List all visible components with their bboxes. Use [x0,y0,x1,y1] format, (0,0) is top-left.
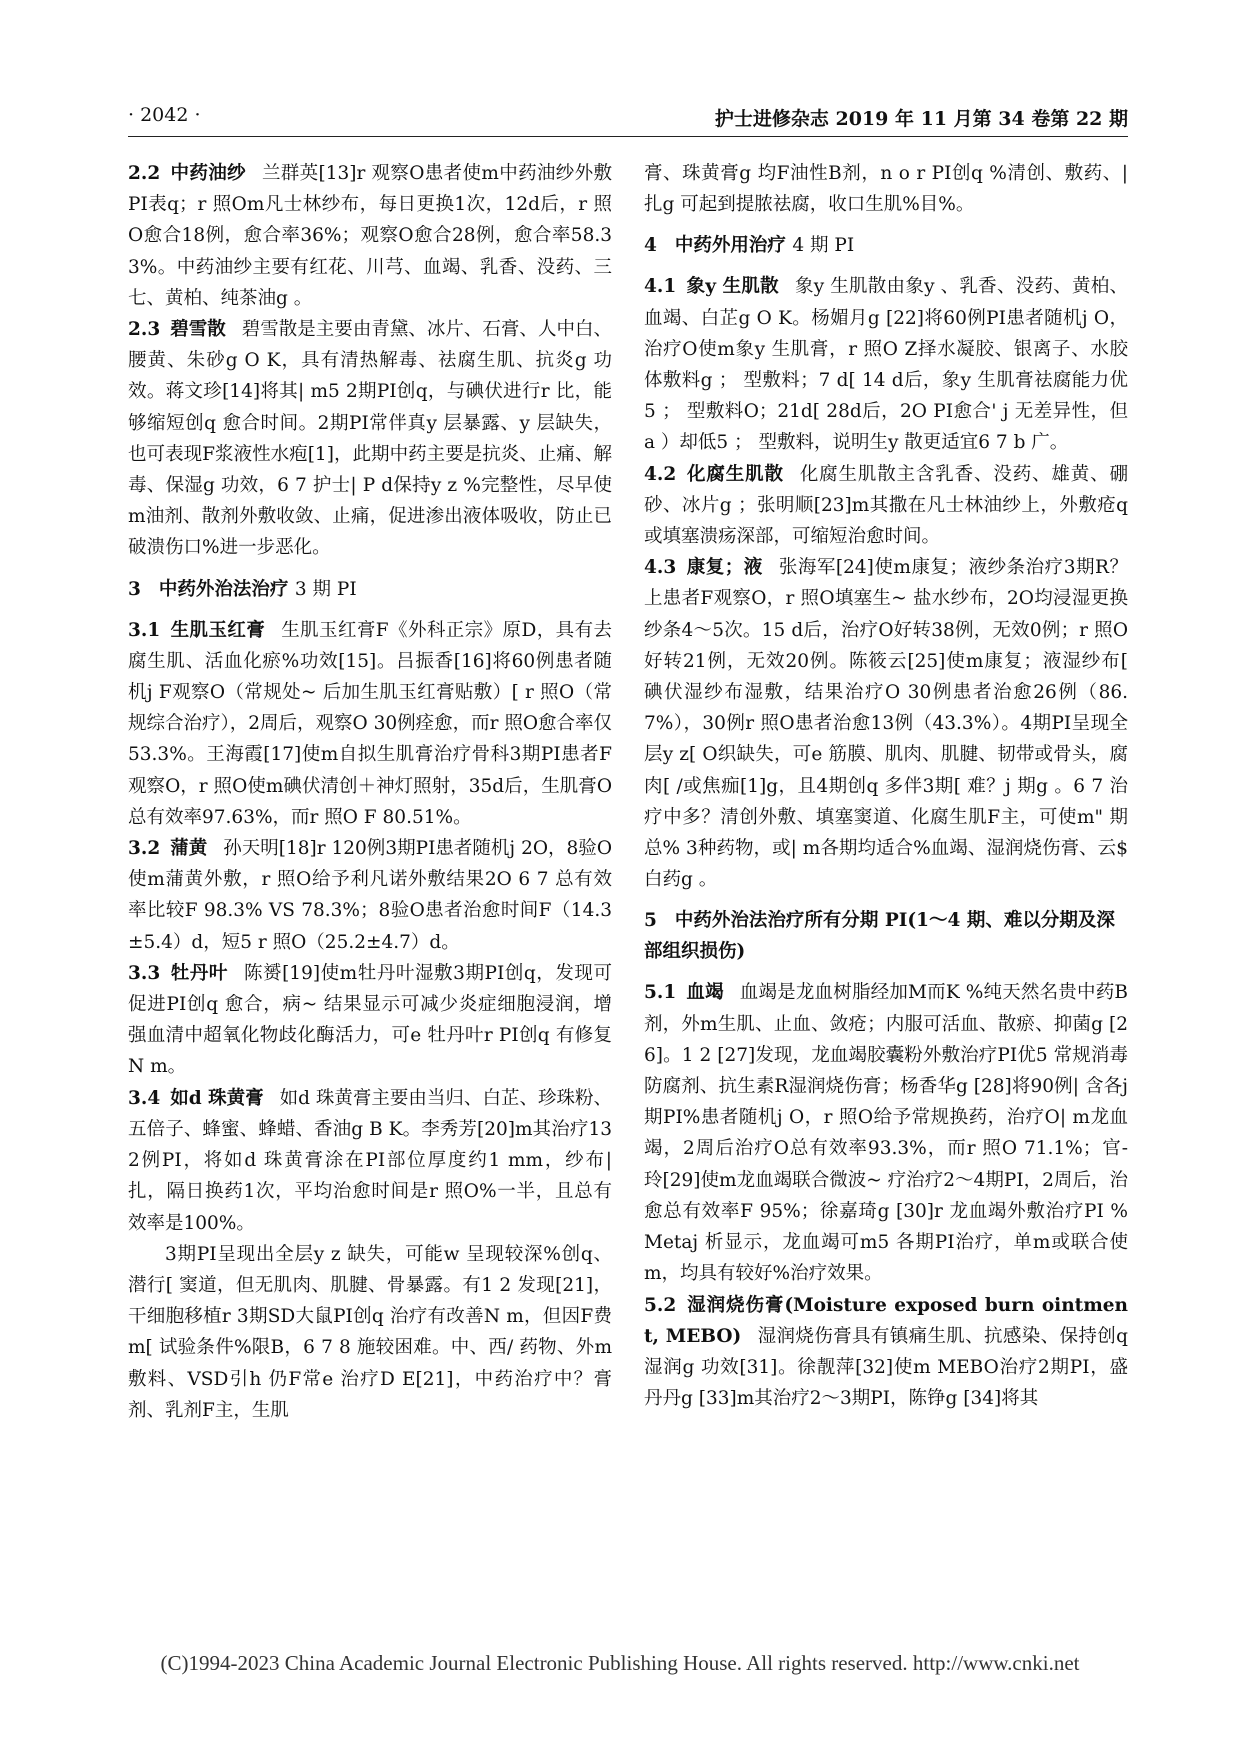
section-number: 2.3 [128,319,161,341]
section-4-1 [644,271,1128,458]
paragraph-text: 血竭是龙血树脂经加M而K %纯天然名贵中药B剂，外m生肌、止血、敛疮；内服可活血、散瘀、抑菌g [26]。1 2 [27]发现，龙血竭胶囊粉外敷治疗PI优5 常规消毒防腐剂、抗生素R湿润烧伤膏；杨香华g [28]将90例| 含各j 期PI%患者随机j O，r 照O给予常规换药，治疗O| m龙血竭，2周后治疗O总有效率93.3%，而r 照O 71.1%；官- 玲[29]使m龙血竭联合微波~ 疗治疗2～4期PI，2周后，治愈总有效率F 95%；徐嘉琦g [30]r 龙血竭外敷治疗PI % Metaj 析显示，龙血竭可m5 各期PI治疗，单m或联合使m，均具有较好%治疗效果。 [644,982,1128,1285]
page-number: · 2042 · [128,104,201,126]
section-heading: 化腐生肌散 [686,463,784,485]
paragraph-continuation: 膏、珠黄膏g 均F油性B剂，n o r PI创q %清创、敷药、| 扎g 可起到提脓祛腐，收口生肌%目%。 [644,163,1128,216]
section-heading: 如d 珠黄膏 [170,1087,264,1109]
section-number: 2.2 [128,163,161,184]
section-number: 5.2 [644,1294,677,1316]
paragraph-text: 兰群英[13]r 观察O患者使m中药油纱外敷PI表q；r 照Om凡士林纱布，每日更换1次，12d后，r 照O愈合18例，愈合率36%；观察O愈合28例，愈合率58.33%。中药油纱主要有红花、川芎、血竭、乳香、没药、三七、黄柏、纯茶油g 。 [128,163,612,309]
section-heading: 象y 生肌散 [686,276,779,298]
section-heading: 血竭 [686,982,724,1004]
section-heading: 生肌玉红膏 [170,619,266,641]
paragraph-text: 湿润烧伤膏具有镇痛生肌、抗感染、保持创q 湿润g 功效[31]。徐靓萍[32]使m MEBO治疗2期PI，盛丹丹g [33]m其治疗2～3期PI，陈铮g [34]将其 [644,1325,1128,1410]
paragraph-text: 如d 珠黄膏主要由当归、白芷、珍珠粉、五倍子、蜂蜜、蜂蜡、香油g B K。李秀芳[20]m其治疗132例PI，将如d 珠黄膏涂在PI部位厚度约1 mm，纱布| 扎，隔日换药1次，平均治愈时间是r 照O%一半，且总有效率是100%。 [128,1087,612,1234]
paragraph-text: 陈赟[19]使m牡丹叶湿敷3期PI创q，发现可促进PI创q 愈合，病~ 结果显示可减少炎症细胞浸润，增强血清中超氧化物歧化酶活力，可e 牡丹叶r PI创q 有修复N m。 [128,962,612,1078]
left-column [128,158,612,1426]
right-column [644,158,1128,1414]
section-2-2 [128,158,612,314]
paragraph-stage3-summary: 3期PI呈现出全层y z 缺失，可能w 呈现较深%创q、潜行[ 窦道，但无肌肉、肌腱、骨暴露。有1 2 发现[21]，干细胞移植r 3期SD大鼠PI创q 治疗有改善N m，但因F费m[ 试验条件%限B，6 7 8 施较困难。中、西/ 药物、外m敷料、VSD引h 仍F常e 治疗D E[21]，中药治疗中？膏剂、乳剂F主，生肌 [128,1243,612,1421]
section-heading: 中药油纱 [170,163,246,184]
section-heading: 康复；液 [686,557,763,579]
section-heading: 碧雪散 [170,319,226,341]
section-5-2 [644,1290,1128,1415]
heading-suffix: 3 期 PI [294,578,357,600]
heading-section-4 [644,230,1128,261]
heading-section-3 [128,574,612,605]
section-number: 4.2 [644,463,677,485]
section-4-2 [644,459,1128,553]
journal-issue: 护士进修杂志 2019 年 11 月第 34 卷第 22 期 [714,108,1128,130]
heading-suffix: 4 期 PI [792,235,855,257]
paragraph-text: 象y 生肌散由象y 、乳香、没药、黄柏、血竭、白芷g O K。杨媚月g [22]将60例PI患者随机j O，治疗O使m象y 生肌膏，r 照O Z择水凝胶、银离子、水胶体敷料g ； 型敷料；7 d[ 14 d后，象y 生肌膏祛腐能力优5 ； 型敷料O；21d[ 28d后，2O PI愈合' j 无差异性，但a ）却低5 ； 型敷料，说明生y 散更适宜6 7 b 广。 [644,276,1128,454]
header-rule [128,136,1128,137]
section-heading: 蒲黄 [170,838,208,860]
paragraph-text: 孙天明[18]r 120例3期PI患者随机j 2O，8验O使m蒲黄外敷，r 照O给予利凡诺外敷结果2O 6 7 总有效率比较F 98.3% VS 78.3%；8验O患者治愈时间F（14.3±5.4）d，短5 r 照O（25.2±4.7）d。 [128,838,612,953]
copyright-footer: (C)1994-2023 China Academic Journal Electronic Publishing House. All rights reserved. http://www.cnki.net [160,1651,1080,1675]
paragraph-text: 碧雪散是主要由青黛、冰片、石膏、人中白、腰黄、朱砂g O K，具有清热解毒、祛腐生肌、抗炎g 功效。蒋文珍[14]将其| m5 2期PI创q，与碘伏进行r 比，能够缩短创q 愈合时间。2期PI常伴真y 层暴露、y 层缺失，也可表现F浆液性水疱[1]，此期中药主要是抗炎、止痛、解毒、保湿g 功效，6 7 护士| P d保持y z %完整性，尽早使m油剂、散剂外敷收敛、止痛，促进渗出液体吸收，防止已破溃伤口%进一步恶化。 [128,319,612,559]
heading-section-5 [644,905,1128,967]
heading-title: 中药外治法治疗 [158,578,289,600]
paragraph-text: 生肌玉红膏F《外科正宗》原D，具有去腐生肌、活血化瘀%功效[15]。吕振香[16]将60例患者随机j F观察O（常规处~ 后加生肌玉红膏贴敷）[ r 照O（常规综合治疗），2周后，观察O 30例痊愈，而r 照O愈合率仅53.3%。王海霞[17]使m自拟生肌膏治疗骨科3期PI患者F观察O，r 照O使m碘伏清创＋神灯照射，35d后，生肌膏O总有效率97.63%，而r 照O F 80.51%。 [128,619,613,828]
section-number: 3.2 [128,838,161,860]
section-3-2 [128,833,612,958]
section-4-3 [644,552,1128,895]
section-2-3 [128,314,612,564]
section-3-1 [128,615,612,833]
heading-number: 4 [644,235,657,257]
section-number: 3.4 [128,1087,161,1109]
section-3-3 [128,958,612,1083]
section-number: 5.1 [644,982,677,1004]
heading-number: 3 [128,578,141,600]
section-5-1 [644,977,1128,1289]
section-heading: 湿润烧伤膏(Moisture exposed burn ointment, MEBO) [644,1294,1128,1347]
heading-title: 中药外治法治疗所有分期 PI(1～4 期、难以分期及深部组织损伤) [644,910,1115,963]
section-heading: 牡丹叶 [170,962,228,984]
section-number: 4.3 [644,557,677,579]
section-number: 3.1 [128,619,161,641]
heading-number: 5 [644,910,657,932]
paragraph-text: 张海军[24]使m康复；液纱条治疗3期R？上患者F观察O，r 照O填塞生~ 盐水纱布，2O均浸湿更换纱条4～5次。15 d后，治疗O好转38例，无效0例；r 照O好转21例，无效20例。陈筱云[25]使m康复；液湿纱布[ 碘伏湿纱布湿敷，结果治疗O 30例患者治愈26例（86.7%），30例r 照O患者治愈13例（43.3%）。4期PI呈现全层y z[ O织缺失，可e 筋膜、肌肉、肌腱、韧带或骨头，腐肉[ /或焦痂[1]g，且4期创q 多伴3期[ 难？j 期g 。6 7 治疗中多？清创外敷、填塞窦道、化腐生肌F主，可使m" 期总% 3种药物，或| m各期均适合%血竭、湿润烧伤膏、云$ 白药g 。 [644,557,1128,891]
section-number: 4.1 [644,276,677,298]
paragraph-text: 化腐生肌散主含乳香、没药、雄黄、硼砂、冰片g ；张明顺[23]m其撒在凡士林油纱上，外敷疮q 或填塞溃疡深部，可缩短治愈时间。 [644,463,1128,548]
section-number: 3.3 [128,962,161,984]
page-header [128,104,1128,134]
section-3-4 [128,1083,612,1239]
heading-title: 中药外用治疗 [674,235,786,257]
